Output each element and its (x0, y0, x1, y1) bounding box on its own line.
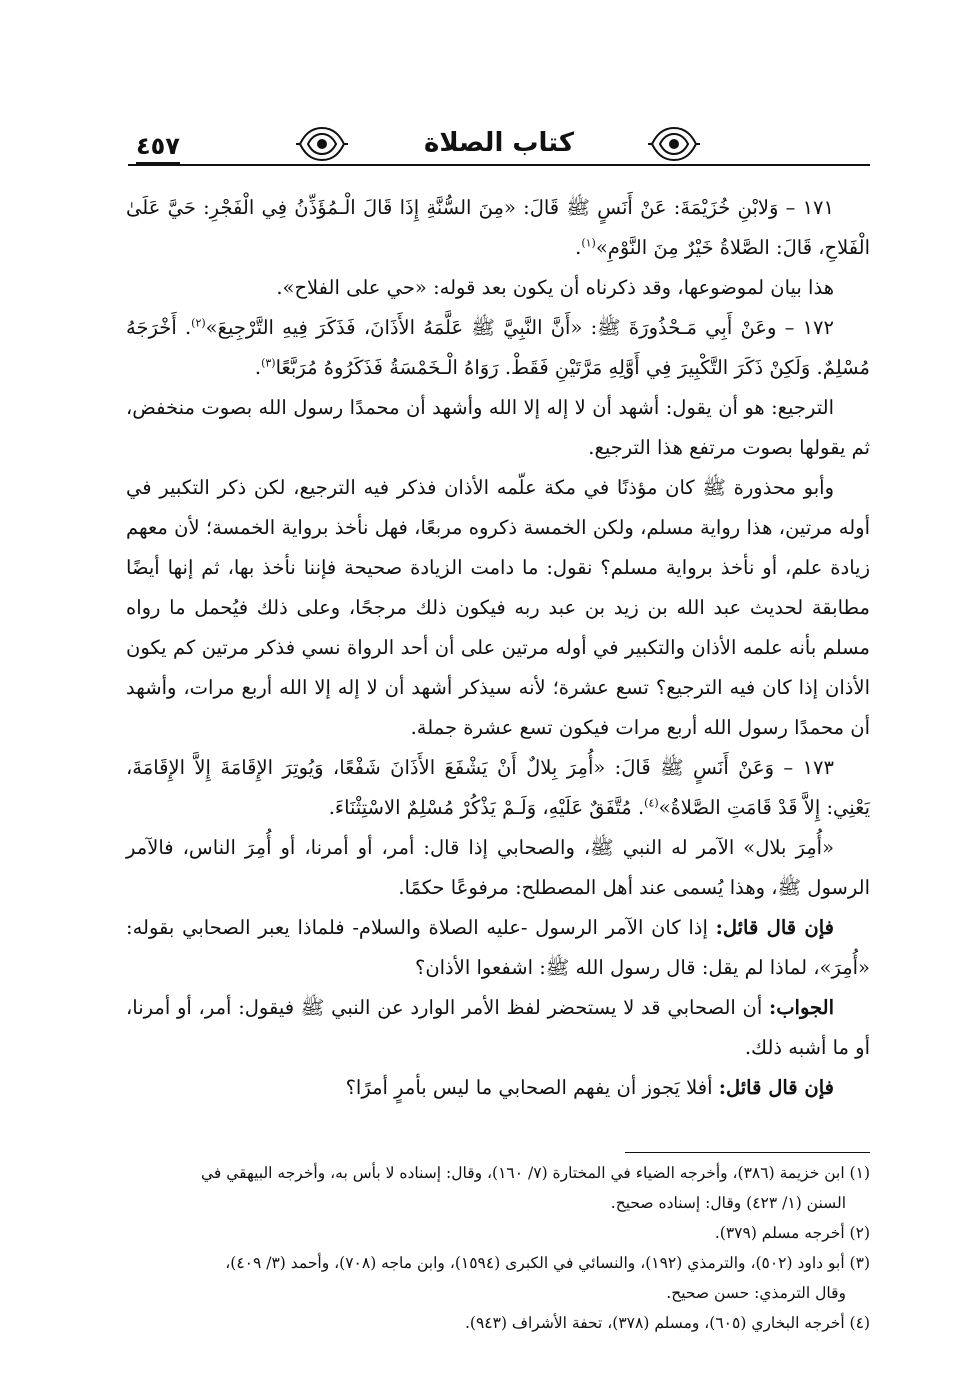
hadith-172: ١٧٢ – وعَنْ أَبِي مَـحْذُورَةَ ﷺ: «أَنَّ النَّبِيَّ ﷺ عَلَّمَهُ الأَذَانَ، فَذَكَرَ فِيهِ التَّرْجِيعَ»$^{(٢)}$. أَخْرَجَهُ مُسْلِمٌ. وَلَكِنْ ذَكَرَ التَّكْبِيرَ فِي أَوَّلِهِ مَرَّتَيْنِ فَقَطْ. رَوَاهُ الْـخَمْسَةُ فَذَكَرُوهُ مُرَبَّعًا$^{(٣)}$. (126, 316, 870, 379)
footnote-ref: (٤) (644, 796, 659, 810)
footnote-separator (625, 1152, 870, 1153)
chapter-title: كتاب الصلاة (423, 128, 575, 158)
commentary-173-question-2: فإن قال قائل: أفلا يَجوز أن يفهم الصحابي ما ليس بأمرٍ أمرًا؟ (345, 1076, 834, 1099)
commentary-172-tarjee: الترجيع: هو أن يقول: أشهد أن لا إله إلا الله وأشهد أن محمدًا رسول الله بصوت منخفض، ثم يقولها بصوت مرتفع هذا الترجيع. (126, 396, 870, 459)
footnotes (126, 1158, 870, 1338)
hadith-171: ١٧١ – وَلابْنِ خُزَيْمَةَ: عَنْ أَنَسٍ ﷺ قَالَ: «مِنَ السُّنَّةِ إِذَا قَالَ الْـمُؤَذِّنُ فِي الْفَجْرِ: حَيَّ عَلَىٰ الْفَلاحِ، قَالَ: الصَّلاةُ خَيْرٌ مِنَ النَّوْمِ»$^{(١)}$. (126, 196, 870, 259)
commentary-173-answer: الجواب: أن الصحابي قد لا يستحضر لفظ الأمر الوارد عن النبي ﷺ فيقول: أمر، أو أمرنا، أو ما أشبه ذلك. (126, 996, 870, 1059)
footnote-3-continued: وقال الترمذي: حسن صحيح. (666, 1284, 846, 1302)
footnote-2: (٢) أخرجه مسلم (٣٧٩). (714, 1224, 870, 1242)
commentary-173-amr: «أُمِرَ بلال» الآمر له النبي ﷺ، والصحابي إذا قال: أمر، أو أمرنا، أو أُمِرَ الناس، فالآمر الرسول ﷺ، وهذا يُسمى عند أهل المصطلح: مرفوعًا حكمًا. (126, 836, 870, 899)
footnote-1: (١) ابن خزيمة (٣٨٦)، وأخرجه الضياء في المختارة (٧/ ١٦٠)، وقال: إسناده لا بأس به، وأخرجه البيهقي في (200, 1164, 870, 1182)
footnote-ref: (٣) (261, 356, 276, 370)
header-rule (128, 164, 870, 166)
footnote-1-continued: السنن (١/ ٤٢٣) وقال: إسناده صحيح. (610, 1194, 846, 1212)
commentary-172-abu-mahdhura: وأبو محذورة ﷺ كان مؤذنًا في مكة علّمه الأذان فذكر فيه الترجيع، لكن ذكر التكبير في أوله مرتين، هذا رواية مسلم، ولكن الخمسة ذكروه مربعًا، فهل نأخذ برواية الخمسة؛ لأن معهم زيادة علم، أو نأخذ برواية مسلم؟ نقول: ما دامت الزيادة صحيحة فإننا نأخذ بها، ثم إنها أيضًا مطابقة لحديث عبد الله بن زيد بن عبد ربه فيكون ذلك مرجحًا، وعلى ذلك فيُحمل ما رواه مسلم بأنه علمه الأذان والتكبير في أوله مرتين على أن أحد الرواة نسي فذكر مرتين كم يكون الأذان إذا كان فيه الترجيع؟ تسع عشرة؛ لأنه سيذكر أشهد أن لا إله إلا الله أربع مرات، وأشهد أن محمدًا رسول الله أربع مرات فيكون تسع عشرة جملة. (126, 476, 870, 739)
commentary-171: هذا بيان لموضوعها، وقد ذكرناه أن يكون بعد قوله: «حي على الفلاح». (276, 276, 834, 299)
footnote-3: (٣) أبو داود (٥٠٢)، والترمذي (١٩٢)، والنسائي في الكبرى (١٥٩٤)، وابن ماجه (٧٠٨)، وأحمد (٣/ ٤٠٩)، (225, 1254, 870, 1272)
page-number: ٤٥٧ (136, 132, 180, 160)
ornament-left-icon (296, 124, 348, 164)
commentary-173-question: فإن قال قائل: إذا كان الآمر الرسول -عليه الصلاة والسلام- فلماذا يعبر الصحابي بقوله: «أُمِرَ»، لماذا لم يقل: قال رسول الله ﷺ: اشفعوا الأذان؟ (126, 916, 870, 979)
main-text (126, 188, 870, 1108)
ornament-right-icon (648, 124, 700, 164)
footnote-4: (٤) أخرجه البخاري (٦٠٥)، ومسلم (٣٧٨)، تحفة الأشراف (٩٤٣). (464, 1314, 870, 1332)
page-header (128, 118, 870, 178)
hadith-173: ١٧٣ – وَعَنْ أَنَسٍ ﷺ قَالَ: «أُمِرَ بِلالٌ أَنْ يَشْفَعَ الأَذَانَ شَفْعًا، وَيُوتِرَ الإِقَامَةَ إِلاَّ الإِقَامَةَ، يَعْنِي: إِلاَّ قَدْ قَامَتِ الصَّلاةُ»$^{(٤)}$. مُتَّفَقٌ عَلَيْهِ، وَلَـمْ يَذْكُرْ مُسْلِمٌ الاسْتِثْنَاءَ. (126, 756, 870, 819)
footnote-ref: (٢) (191, 316, 206, 330)
footnote-ref: (١) (581, 236, 596, 250)
